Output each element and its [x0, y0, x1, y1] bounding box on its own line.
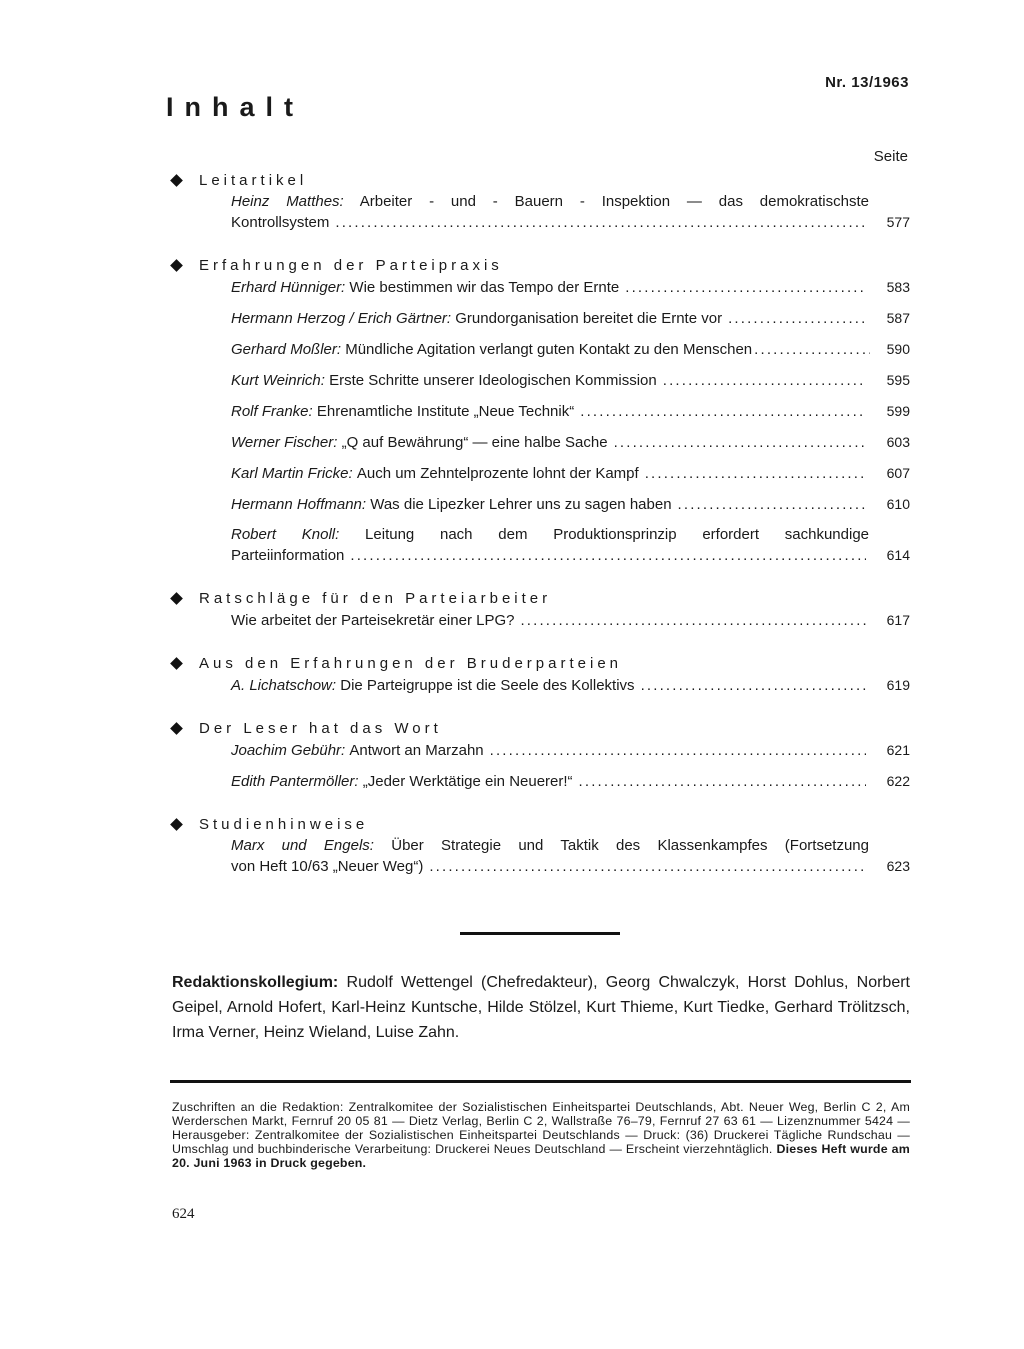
dot-leader	[641, 676, 866, 696]
page-number: 624	[172, 1206, 195, 1222]
diamond-bullet-icon	[170, 592, 183, 605]
dot-leader	[429, 857, 866, 877]
imprint	[172, 1100, 910, 1170]
dot-leader	[579, 772, 866, 792]
entry-page-number: 619	[886, 677, 910, 693]
section-heading-text: Aus den Erfahrungen der Bruderparteien	[199, 654, 623, 672]
entry-author: Kurt Weinrich:	[231, 372, 325, 389]
toc-entry[interactable]	[231, 494, 910, 515]
toc-entry[interactable]	[231, 339, 910, 360]
entry-title: Antwort an Marzahn	[349, 742, 484, 759]
dot-leader	[625, 278, 866, 298]
entry-title: Auch um Zehntelprozente lohnt der Kampf	[356, 465, 639, 482]
toc-section	[168, 812, 910, 877]
issue-number: Nr. 13/1963	[825, 74, 909, 91]
dot-leader	[663, 371, 866, 391]
entry-first-line	[231, 836, 910, 856]
entry-page-number: 583	[886, 279, 910, 295]
entry-author: Robert Knoll:	[231, 526, 340, 543]
entry-page-number: 599	[886, 403, 910, 419]
entry-title-continued: Kontrollsystem	[231, 214, 330, 231]
section-heading	[168, 812, 910, 836]
toc-entry[interactable]	[231, 277, 910, 298]
toc-entry[interactable]	[231, 370, 910, 391]
dot-leader	[678, 495, 866, 515]
diamond-bullet-icon	[170, 657, 183, 670]
section-heading-text: Ratschläge für den Parteiarbeiter	[199, 589, 552, 607]
entry-author: Hermann Hoffmann:	[231, 496, 367, 513]
dot-leader	[490, 741, 866, 761]
entry-title: Mündliche Agitation verlangt guten Kontakt zu den Menschen	[345, 341, 753, 358]
toc-entry[interactable]	[231, 610, 910, 631]
editorial-board-label: Redaktionskollegium:	[172, 974, 339, 991]
toc-section	[168, 586, 910, 631]
toc-section	[168, 651, 910, 696]
section-heading	[168, 586, 910, 610]
entry-page-number: 621	[886, 742, 910, 758]
entry-title: Wie arbeitet der Parteisekretär einer LPG?	[231, 612, 515, 629]
entry-author: Werner Fischer:	[231, 434, 338, 451]
entry-page-number: 622	[886, 773, 910, 789]
entry-title: Über Strategie und Taktik des Klassenkampfes (Fortsetzung	[391, 837, 869, 854]
section-heading-text: Der Leser hat das Wort	[199, 719, 442, 737]
toc-section	[168, 253, 910, 566]
entry-page-number: 610	[886, 496, 910, 512]
entry-first-line	[231, 525, 910, 545]
diamond-bullet-icon	[170, 818, 183, 831]
entry-title: Wie bestimmen wir das Tempo der Ernte	[349, 279, 620, 296]
section-heading	[168, 253, 910, 277]
toc-section	[168, 168, 910, 233]
dot-leader	[350, 546, 866, 566]
entry-title: Leitung nach dem Produktionsprinzip erfordert sachkundige	[365, 526, 869, 543]
dot-leader	[520, 611, 866, 631]
entry-title: Ehrenamtliche Institute „Neue Technik“	[316, 403, 575, 420]
page-title: Inhalt	[166, 92, 304, 122]
toc-entry[interactable]	[231, 740, 910, 761]
section-heading-text: Erfahrungen der Parteipraxis	[199, 256, 503, 274]
entry-author: Hermann Herzog / Erich Gärtner:	[231, 310, 452, 327]
section-heading	[168, 716, 910, 740]
imprint-divider	[170, 1080, 911, 1083]
diamond-bullet-icon	[170, 259, 183, 272]
toc-entry[interactable]	[231, 525, 910, 566]
entry-title: Was die Lipezker Lehrer uns zu sagen haben	[370, 496, 672, 513]
entry-author: Edith Pantermöller:	[231, 773, 359, 790]
entry-page-number: 577	[886, 214, 910, 230]
imprint-print-date: Dieses Heft wurde am 20. Juni 1963 in Druck gegeben.	[172, 1142, 910, 1170]
section-heading	[168, 651, 910, 675]
toc-entry[interactable]	[231, 401, 910, 422]
entry-title-continued: Parteiinformation	[231, 547, 345, 564]
toc-entry[interactable]	[231, 308, 910, 329]
toc-entry[interactable]	[231, 192, 910, 233]
entry-author: Gerhard Moßler:	[231, 341, 342, 358]
toc-entry[interactable]	[231, 463, 910, 484]
section-heading	[168, 168, 910, 192]
entry-page-number: 587	[886, 310, 910, 326]
entry-page-number: 623	[886, 858, 910, 874]
entry-author: Rolf Franke:	[231, 403, 313, 420]
entry-author: Joachim Gebühr:	[231, 742, 346, 759]
page-column-label: Seite	[873, 148, 908, 165]
entry-title: Die Parteigruppe ist die Seele des Kollektivs	[340, 677, 635, 694]
dot-leader	[645, 464, 866, 484]
imprint-text: Zuschriften an die Redaktion: Zentralkomitee der Sozialistischen Einheitspartei Deutschlands, Abt. Neuer Weg, Berlin C 2, Am Werderschen Markt, Fernruf 20 05 81 — Dietz Verlag, Berlin C 2, Wallstraße 76–79, Fernruf 27 63 61 — Lizenznummer 5424 — Herausgeber: Zentralkomitee der Sozialistischen Einheitspartei Deutschlands — Druck: (36) Druckerei Tägliche Rundschau — Umschlag und buchbinderische Verarbeitung: Druckerei Neues Deutschland — Erscheint vierzehntäglich.	[172, 1100, 910, 1156]
toc-entry[interactable]	[231, 836, 910, 877]
entry-author: Karl Martin Fricke:	[231, 465, 353, 482]
toc-entry[interactable]	[231, 771, 910, 792]
section-divider	[460, 932, 620, 935]
entry-page-number: 595	[886, 372, 910, 388]
entry-page-number: 614	[886, 547, 910, 563]
entry-title-continued: von Heft 10/63 „Neuer Weg“)	[231, 858, 424, 875]
toc-section	[168, 716, 910, 792]
entry-author: Heinz Matthes:	[231, 193, 344, 210]
section-heading-text: Studienhinweise	[199, 815, 369, 833]
entry-title: Arbeiter - und - Bauern - Inspektion — das demokratischste	[359, 193, 869, 210]
dot-leader	[728, 309, 866, 329]
diamond-bullet-icon	[170, 722, 183, 735]
dot-leader	[754, 340, 870, 360]
entry-title: Grundorganisation bereitet die Ernte vor	[455, 310, 723, 327]
entry-page-number: 617	[886, 612, 910, 628]
toc-entry[interactable]	[231, 675, 910, 696]
entry-author: A. Lichatschow:	[231, 677, 337, 694]
diamond-bullet-icon	[170, 174, 183, 187]
editorial-board	[172, 970, 910, 1045]
entry-author: Erhard Hünniger:	[231, 279, 346, 296]
entry-first-line	[231, 192, 910, 212]
entry-page-number: 590	[886, 341, 910, 357]
entry-title: „Q auf Bewährung“ — eine halbe Sache	[341, 434, 608, 451]
dot-leader	[580, 402, 866, 422]
section-heading-text: Leitartikel	[199, 171, 308, 189]
entry-title: „Jeder Werktätige ein Neuerer!“	[362, 773, 573, 790]
entry-author: Marx und Engels:	[231, 837, 374, 854]
entry-page-number: 603	[886, 434, 910, 450]
editorial-board-members: Rudolf Wettengel (Chefredakteur), Georg Chwalczyk, Horst Dohlus, Norbert Geipel, Arnold Hofert, Karl-Heinz Kuntsche, Hilde Stölzel, Kurt Thieme, Kurt Tiedke, Gerhard Trölitzsch, Irma Verner, Heinz Wieland, Luise Zahn.	[172, 974, 911, 1041]
dot-leader	[614, 433, 866, 453]
table-of-contents	[168, 168, 910, 897]
entry-title: Erste Schritte unserer Ideologischen Kommission	[329, 372, 657, 389]
dot-leader	[335, 213, 866, 233]
entry-page-number: 607	[886, 465, 910, 481]
toc-entry[interactable]	[231, 432, 910, 453]
